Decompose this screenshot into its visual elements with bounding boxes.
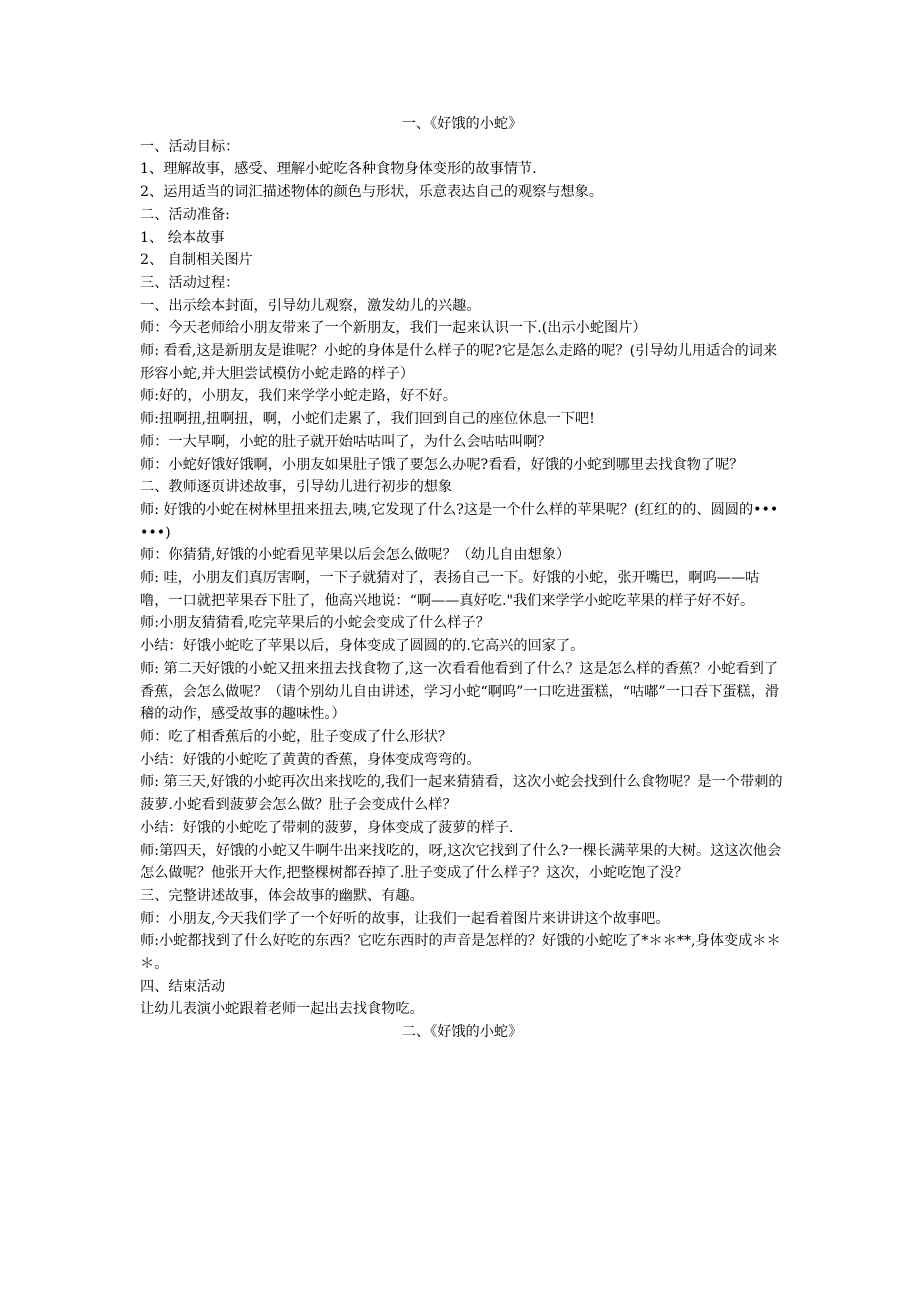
body-line: 师:小朋友猜猜看,吃完苹果后的小蛇会变成了什么样子？ (140, 615, 490, 632)
body-line: 师：今天老师给小朋友带来了一个新朋友，我们一起来认识一下.(出示小蛇图片） (140, 320, 647, 337)
body-line: 一、活动目标： (140, 138, 240, 155)
body-line: 师：小朋友,今天我们学了一个好听的故事，让我们一起看着图片来讲讲这个故事吧。 (140, 910, 670, 927)
body-line: 让幼儿表演小蛇跟着老师一起出去找食物吃。 (140, 1001, 424, 1018)
body-line: 小结：好饿小蛇吃了苹果以后，身体变成了圆圆的的.它高兴的回家了。 (140, 638, 585, 655)
body-line: 师:好的，小朋友，我们来学学小蛇走路，好不好。 (140, 388, 457, 405)
body-line: 师:扭啊扭,扭啊扭，啊，小蛇们走累了，我们回到自己的座位休息一下吧! (140, 411, 595, 428)
document-page (140, 113, 784, 1044)
body-line: 师: 第三天,好饿的小蛇再次出来找吃的,我们一起来猜猜看，这次小蛇会找到什么食物呢？是一个带刺的菠萝.小蛇看到菠萝会怎么做？肚子会变成什么样？ (140, 774, 783, 814)
document-body (140, 136, 784, 1021)
body-line: 1、理解故事，感受、理解小蛇吃各种食物身体变形的故事情节. (140, 161, 537, 178)
body-line: 师：一大早啊，小蛇的肚子就开始咕咕叫了，为什么会咕咕叫啊？ (140, 433, 552, 450)
body-line: 师：你猜猜,好饿的小蛇看见苹果以后会怎么做呢？（幼儿自由想象） (140, 547, 571, 564)
body-line: 师：小蛇好饿好饿啊，小朋友如果肚子饿了要怎么办呢?看看，好饿的小蛇到哪里去找食物了呢？ (140, 456, 744, 473)
body-line: 1、 绘本故事 (140, 229, 225, 246)
body-line: 师: 哇，小朋友们真厉害啊，一下子就猜对了，表扬自己一下。好饿的小蛇，张开嘴巴，啊呜——咕噜，一口就把苹果吞下肚了，他高兴地说：“啊——真好吃."我们来学学小蛇吃苹果的样子好不好。 (140, 570, 760, 609)
document-title: 一、《好饿的小蛇》 (401, 116, 523, 132)
body-line: 二、活动准备: (140, 206, 230, 223)
body-line: 三、完整讲述故事，体会故事的幽默、有趣。 (140, 887, 424, 904)
body-line: 师: 第二天好饿的小蛇又扭来扭去找食物了,这一次看看他看到了什么？这是怎么样的香蕉？小蛇看到了香蕉，会怎么做呢？（请个别幼儿自由讲述，学习小蛇“啊呜”一口吃进蛋糕，“咕嘟”一口吞下蛋糕，滑稽的动作，感受故事的趣味性。） (140, 660, 780, 723)
body-line: 二、教师逐页讲述故事，引导幼儿进行初步的想象 (140, 479, 453, 496)
body-line: 师:第四天，好饿的小蛇又牛啊牛出来找吃的，呀,这次它找到了什么?一棵长满苹果的大树。这这次他会怎么做呢？他张开大作,把整棵树都吞掉了.肚子变成了什么样子？这次，小蛇吃饱了没？ (140, 842, 782, 882)
body-line: 三、活动过程： (140, 274, 240, 291)
document-title-second: 二、《好饿的小蛇》 (401, 1024, 523, 1041)
body-line: 师: 好饿的小蛇在树林里扭来扭去,咦,它发现了什么?这是一个什么样的苹果呢？(红红的的、圆圆的••••••) (140, 501, 779, 541)
body-line: 师: 看看,这是新朋友是谁呢？小蛇的身体是什么样子的呢?它是怎么走路的呢？(引导幼儿用适合的词来形容小蛇,并大胆尝试模仿小蛇走路的样子） (140, 343, 778, 382)
body-line: 一、出示绘本封面，引导幼儿观察，激发幼儿的兴趣。 (140, 297, 481, 314)
body-line: 小结：好饿的小蛇吃了带刺的菠萝，身体变成了菠萝的样子. (140, 819, 514, 836)
body-line: 小结：好饿的小蛇吃了黄黄的香蕉，身体变成弯弯的。 (140, 751, 481, 768)
body-line: 师:小蛇都找到了什么好吃的东西？它吃东西时的声音是怎样的？好饿的小蛇吃了*＊＊**,身体变成＊＊＊。 (140, 933, 781, 973)
body-line: 2、 自制相关图片 (140, 252, 253, 269)
body-line: 2、运用适当的词汇描述物体的颜色与形状，乐意表达自己的观察与想象。 (140, 184, 604, 201)
body-line: 四、结束活动 (140, 978, 226, 995)
body-line: 师：吃了相香蕉后的小蛇，肚子变成了什么形状？ (140, 728, 453, 745)
